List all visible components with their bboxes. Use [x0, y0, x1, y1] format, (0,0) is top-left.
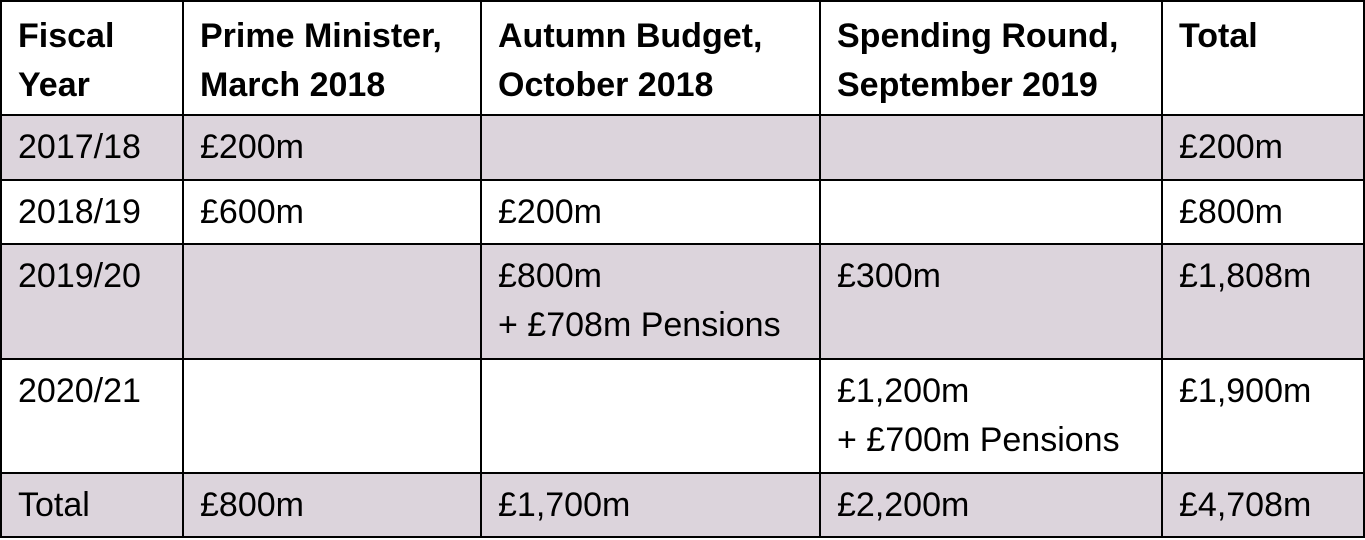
cell-value: £800m: [200, 486, 304, 524]
cell-prime-minister: [183, 473, 481, 537]
cell-autumn-budget: [481, 115, 820, 180]
cell-value: £2,200m: [837, 486, 970, 524]
cell-total: £1,808m: [1162, 244, 1364, 359]
cell-spending-round: [820, 115, 1162, 180]
cell-prime-minister: [183, 359, 481, 473]
cell-value-pensions: + £700m Pensions: [837, 421, 1120, 459]
header-prime-minister-line: Prime Minister,: [200, 17, 442, 55]
cell-total: £4,708m: [1162, 473, 1364, 537]
header-autumn-budget: [481, 1, 820, 115]
header-fiscal-year-line: Year: [18, 66, 90, 104]
header-fiscal-year-line: Fiscal: [18, 17, 115, 55]
cell-year: 2017/18: [1, 115, 183, 180]
cell-autumn-budget: [481, 473, 820, 537]
cell-total: £1,900m: [1162, 359, 1364, 473]
cell-autumn-budget: [481, 180, 820, 244]
table-row: [1, 180, 1364, 244]
cell-total: £200m: [1162, 115, 1364, 180]
cell-prime-minister: [183, 244, 481, 359]
cell-value: £300m: [837, 257, 941, 295]
cell-spending-round: [820, 473, 1162, 537]
cell-total: £800m: [1162, 180, 1364, 244]
cell-year: 2019/20: [1, 244, 183, 359]
cell-value-pensions: + £708m Pensions: [498, 306, 781, 344]
header-autumn-budget-line: October 2018: [498, 66, 714, 104]
cell-year: 2020/21: [1, 359, 183, 473]
table-row: [1, 244, 1364, 359]
header-total: [1162, 1, 1364, 115]
cell-autumn-budget: [481, 359, 820, 473]
cell-autumn-budget: [481, 244, 820, 359]
header-prime-minister: [183, 1, 481, 115]
cell-spending-round: [820, 180, 1162, 244]
header-total-line: Total: [1179, 17, 1258, 55]
cell-value: £1,200m: [837, 372, 970, 410]
cell-prime-minister: [183, 180, 481, 244]
cell-value: £200m: [498, 193, 602, 231]
total-row: [1, 473, 1364, 537]
header-spending-round-line: Spending Round,: [837, 17, 1119, 55]
table-row: [1, 115, 1364, 180]
cell-year: Total: [1, 473, 183, 537]
cell-value: £600m: [200, 193, 304, 231]
cell-value: £1,700m: [498, 486, 631, 524]
header-autumn-budget-line: Autumn Budget,: [498, 17, 763, 55]
cell-prime-minister: [183, 115, 481, 180]
cell-year: 2018/19: [1, 180, 183, 244]
cell-value: £800m: [498, 257, 602, 295]
header-prime-minister-line: March 2018: [200, 66, 386, 104]
cell-spending-round: [820, 244, 1162, 359]
cell-value: £200m: [200, 128, 304, 166]
header-spending-round-line: September 2019: [837, 66, 1098, 104]
cell-spending-round: [820, 359, 1162, 473]
header-fiscal-year: [1, 1, 183, 115]
header-spending-round: [820, 1, 1162, 115]
header-row: [1, 1, 1364, 115]
table-row: [1, 359, 1364, 473]
